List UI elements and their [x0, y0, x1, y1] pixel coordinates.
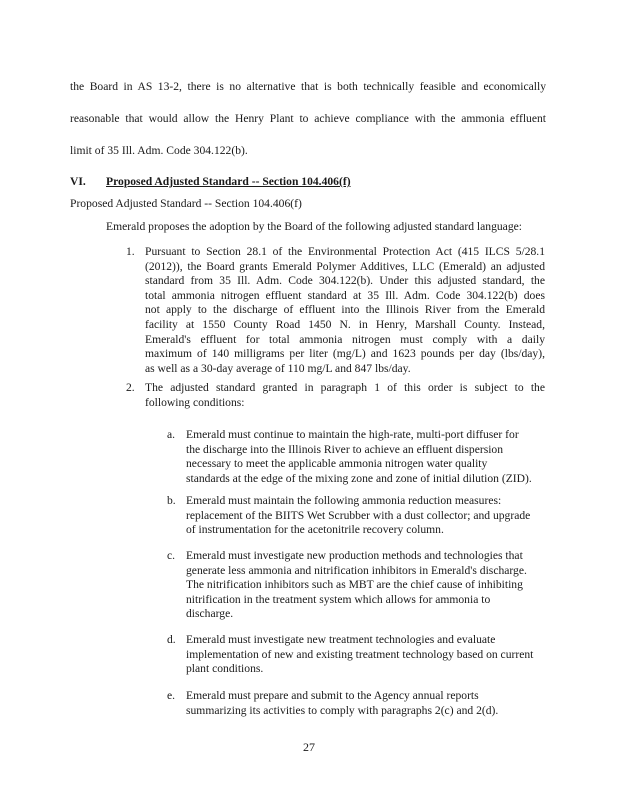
- condition-d-text: [186, 633, 546, 677]
- section-number: VI.: [70, 175, 86, 188]
- item-2-marker: 2.: [126, 381, 135, 394]
- condition-c-line: generate less ammonia and nitrification inhibitors in Emerald's discharge.: [186, 563, 527, 577]
- condition-b-line: Emerald must maintain the following ammonia reduction measures:: [186, 494, 502, 507]
- item-1-line: standard from 35 Ill. Adm. Code 304.122(b). Under this adjusted standard, the: [145, 274, 545, 288]
- condition-a-line: Emerald must continue to maintain the high-rate, multi-port diffuser for: [186, 428, 519, 441]
- item-2-line: following conditions:: [145, 395, 245, 409]
- condition-b-text: [186, 494, 546, 538]
- intro-line: Emerald proposes the adoption by the Board of the following adjusted standard language:: [106, 220, 522, 233]
- condition-d-line: implementation of new and existing treatment technology based on current: [186, 647, 534, 661]
- item-1-line: (2012)), the Board grants Emerald Polymer Additives, LLC (Emerald) an adjusted: [145, 259, 545, 273]
- condition-b-line: replacement of the BIITS Wet Scrubber with a dust collector; and upgrade: [186, 508, 531, 522]
- condition-d-marker: d.: [167, 633, 176, 646]
- condition-c-line: The nitrification inhibitors such as MBT are the chief cause of inhibiting: [186, 578, 523, 592]
- item-1-line: as well as a 30-day average of 110 mg/L and 847 lbs/day.: [145, 361, 411, 375]
- condition-a-marker: a.: [167, 428, 176, 441]
- condition-b-marker: b.: [167, 494, 176, 507]
- condition-b-line: of instrumentation for the acetonitrile recovery column.: [186, 523, 444, 537]
- condition-d-line: plant conditions.: [186, 662, 264, 676]
- item-1-marker: 1.: [126, 245, 135, 258]
- condition-a-line: necessary to meet the applicable ammonia nitrogen water quality: [186, 457, 488, 471]
- condition-e-text: [186, 689, 546, 718]
- item-1-line: Emerald's effluent for total ammonia nitrogen must comply with a daily: [145, 332, 545, 346]
- item-1-line: maximum of 140 milligrams per liter (mg/L) and 1623 pounds per day (lbs/day),: [145, 347, 545, 361]
- condition-e-line: summarizing its activities to comply with paragraphs 2(c) and 2(d).: [186, 703, 499, 717]
- item-2-line: The adjusted standard granted in paragraph 1 of this order is subject to the: [145, 381, 545, 394]
- section-title: Proposed Adjusted Standard -- Section 104.406(f): [106, 175, 351, 188]
- condition-c-line: nitrification in the treatment system which allows for ammonia to: [186, 592, 491, 606]
- condition-a-text: [186, 428, 546, 486]
- condition-a-line: the discharge into the Illinois River to achieve an effluent dispersion: [186, 442, 504, 456]
- item-1-text: [145, 245, 545, 376]
- item-1-line: facility at 1550 County Road 1450 N. in Henry, Marshall County. Instead,: [145, 317, 545, 331]
- body-line-3: limit of 35 Ill. Adm. Code 304.122(b).: [70, 144, 248, 157]
- condition-a-line: standards at the edge of the mixing zone and zone of initial dilution (ZID).: [186, 471, 532, 485]
- condition-e-line: Emerald must prepare and submit to the Agency annual reports: [186, 689, 479, 702]
- condition-d-line: Emerald must investigate new treatment technologies and evaluate: [186, 633, 496, 646]
- condition-c-text: [186, 549, 546, 622]
- subheading: Proposed Adjusted Standard -- Section 104.406(f): [70, 197, 302, 210]
- condition-c-line: Emerald must investigate new production methods and technologies that: [186, 549, 523, 562]
- page-number: 27: [303, 740, 315, 754]
- condition-c-marker: c.: [167, 549, 176, 562]
- section-heading: [70, 175, 351, 189]
- body-line-1: the Board in AS 13-2, there is no alternative that is both technically feasible and economically: [70, 80, 546, 93]
- condition-c-line: discharge.: [186, 607, 234, 621]
- condition-e-marker: e.: [167, 689, 176, 702]
- item-1-line: Pursuant to Section 28.1 of the Environmental Protection Act (415 ILCS 5/28.1: [145, 245, 545, 258]
- body-line-2: reasonable that would allow the Henry Plant to achieve compliance with the ammonia effluent: [70, 112, 546, 125]
- item-2-text: [145, 381, 545, 410]
- item-1-line: total ammonia nitrogen effluent standard at 35 Ill. Adm. Code 304.122(b) does: [145, 288, 545, 302]
- item-1-line: not apply to the discharge of effluent into the Illinois River from the Emerald: [145, 303, 545, 317]
